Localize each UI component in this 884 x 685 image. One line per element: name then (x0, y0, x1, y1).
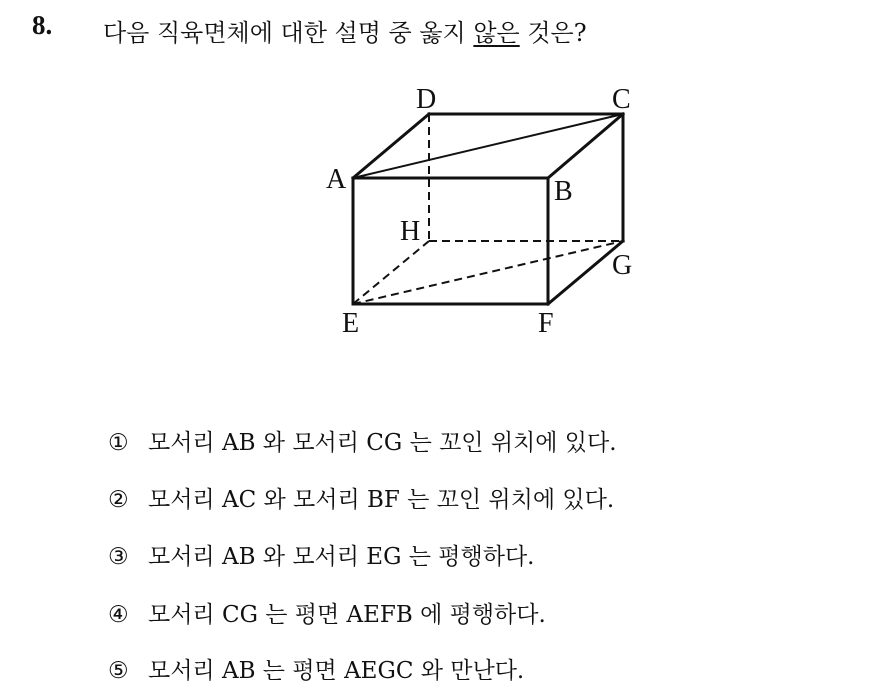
question-text-after: 것은? (519, 19, 587, 47)
label-H: H (400, 216, 421, 247)
choice-5-mark: ⑤ (108, 658, 129, 684)
choice-3-text: 모서리 AB 와 모서리 EG 는 평행하다. (148, 544, 535, 570)
choice-1-mark: ① (108, 430, 129, 456)
label-B: B (554, 176, 573, 207)
choice-4-text: 모서리 CG 는 평면 AEFB 에 평행하다. (148, 602, 546, 628)
choice-1-text: 모서리 AB 와 모서리 CG 는 꼬인 위치에 있다. (148, 430, 617, 456)
question-text-underlined: 않은 (473, 19, 520, 47)
question-number: 8. (32, 10, 53, 40)
hidden-diagonal-EG (353, 241, 623, 304)
choice-2 (108, 481, 614, 514)
label-G: G (612, 250, 633, 281)
question-text-before: 다음 직육면체에 대한 설명 중 옳지 (103, 19, 474, 47)
label-E: E (342, 308, 360, 339)
label-D: D (416, 84, 437, 115)
choice-4 (108, 596, 546, 629)
choice-2-mark: ② (108, 487, 129, 513)
label-A: A (326, 164, 347, 195)
choice-5-text: 모서리 AB 는 평면 AEGC 와 만난다. (148, 658, 525, 684)
label-F: F (538, 308, 554, 339)
choice-5 (108, 652, 524, 685)
choice-2-text: 모서리 AC 와 모서리 BF 는 꼬인 위치에 있다. (148, 487, 615, 513)
label-C: C (612, 84, 631, 115)
diagonal-AC (353, 114, 623, 178)
choice-3 (108, 538, 534, 571)
choice-1 (108, 424, 617, 457)
choice-4-mark: ④ (108, 602, 129, 628)
choice-3-mark: ③ (108, 544, 129, 570)
